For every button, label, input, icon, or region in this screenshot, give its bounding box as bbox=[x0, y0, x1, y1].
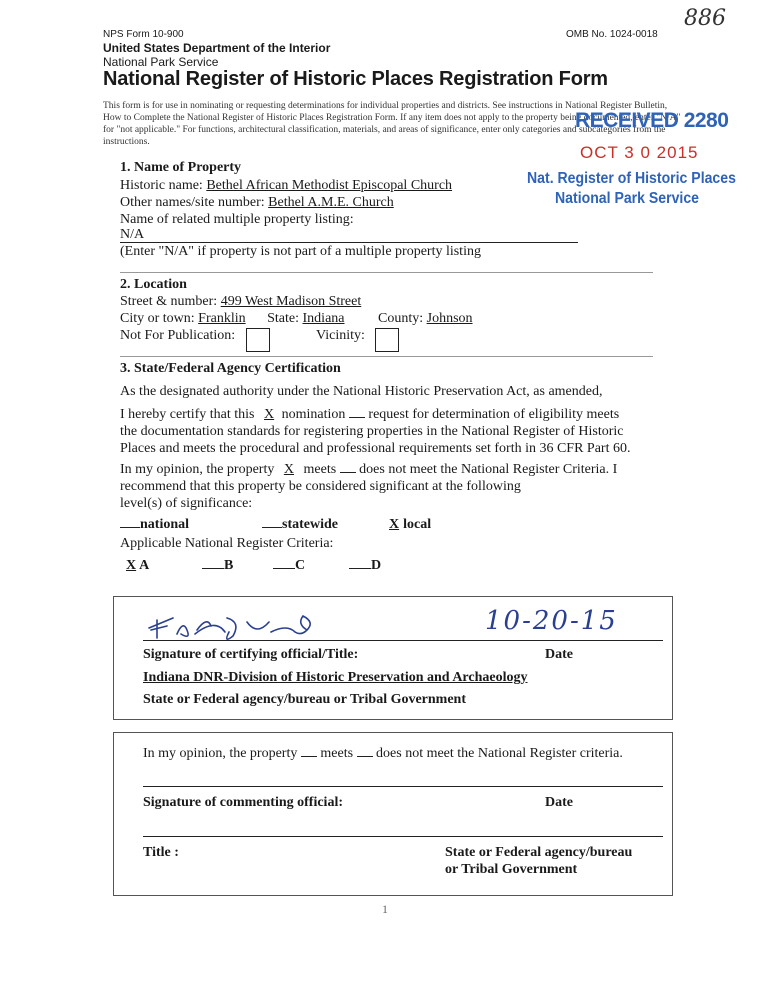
certifying-date-value: 10-20-15 bbox=[485, 606, 618, 636]
opinion-pre: In my opinion, the property bbox=[120, 462, 275, 477]
opinion-line-3: level(s) of significance: bbox=[120, 496, 253, 511]
not-for-publication-checkbox[interactable] bbox=[246, 328, 270, 352]
criteria-d: D bbox=[349, 558, 381, 574]
department-name: United States Department of the Interior bbox=[103, 41, 331, 55]
city-row bbox=[120, 310, 501, 327]
section-2-divider bbox=[120, 356, 653, 357]
state-value: Indiana bbox=[302, 311, 345, 326]
certify-mid: nomination bbox=[281, 407, 346, 422]
opinion-line-2: recommend that this property be considered significant at the following bbox=[120, 479, 521, 494]
section-1-heading: 1. Name of Property bbox=[120, 160, 242, 175]
commenting-title-label: Title : bbox=[143, 845, 179, 860]
certifying-date-label: Date bbox=[545, 647, 573, 662]
other-names-row bbox=[120, 194, 479, 211]
level-national: national bbox=[120, 517, 189, 533]
commenting-opinion-post: does not meet the National Register criteria. bbox=[376, 746, 623, 761]
opinion-meets: meets bbox=[303, 462, 337, 477]
commenting-signature-label: Signature of commenting official: bbox=[143, 795, 343, 810]
commenting-opinion-meets: meets bbox=[320, 746, 354, 761]
street-row bbox=[120, 293, 476, 310]
received-stamp: RECEIVED 2280 bbox=[575, 109, 729, 132]
other-names-label: Other names/site number: bbox=[120, 195, 265, 210]
county-label: County: bbox=[378, 311, 424, 326]
street-value: 499 West Madison Street bbox=[220, 294, 362, 309]
certifying-signature bbox=[143, 604, 373, 642]
certify-line-2: the documentation standards for registering properties in the National Register of Historic bbox=[120, 424, 624, 439]
criteria-c: C bbox=[273, 558, 305, 574]
certify-post: request for determination of eligibility meets bbox=[368, 407, 620, 422]
section-1-divider bbox=[120, 272, 653, 273]
opinion-meets-mark: X bbox=[283, 462, 294, 477]
county-value: Johnson bbox=[426, 311, 473, 326]
certifying-signature-line bbox=[143, 640, 663, 641]
intro-text: This form is for use in nominating or requesting determinations for individual properties and districts. See instructions in National Register Bulletin, How to Complete the National Register of Historic Places Registration Form. If any item does not apply to the property being documented, enter "N/A" for "not applicable." For functions, architectural classification, materials, and areas of significance, enter only categories and subcategories from the instructions. bbox=[103, 101, 681, 147]
nps-stamp: National Park Service bbox=[555, 190, 700, 207]
commenting-title-line bbox=[143, 836, 663, 837]
level-local: X local bbox=[389, 517, 432, 532]
certify-request-blank bbox=[349, 417, 365, 418]
omb-number: OMB No. 1024-0018 bbox=[566, 29, 658, 40]
state-label: State: bbox=[267, 311, 300, 326]
commenting-opinion bbox=[143, 745, 623, 762]
opinion-paragraph bbox=[120, 461, 680, 512]
not-for-publication-label: Not For Publication: bbox=[120, 328, 236, 343]
section-2-heading: 2. Location bbox=[120, 277, 187, 292]
certify-pre: I hereby certify that this bbox=[120, 407, 255, 422]
related-listing-value: N/A bbox=[120, 227, 145, 242]
related-listing-note: (Enter "N/A" if property is not part of a multiple property listing bbox=[120, 244, 481, 259]
city-value: Franklin bbox=[198, 311, 246, 326]
section-3-heading: 3. State/Federal Agency Certification bbox=[120, 361, 341, 376]
form-number: NPS Form 10-900 bbox=[103, 29, 184, 40]
level-statewide: statewide bbox=[262, 517, 338, 533]
handwritten-number: 886 bbox=[684, 6, 726, 31]
service-name: National Park Service bbox=[103, 55, 219, 69]
commenting-agency-label-1: State or Federal agency/bureau bbox=[445, 845, 633, 860]
authority-text: As the designated authority under the National Historic Preservation Act, as amended, bbox=[120, 384, 603, 399]
commenting-signature-line bbox=[143, 786, 663, 787]
opinion-not-meet-blank bbox=[340, 472, 356, 473]
related-listing-label: Name of related multiple property listing: bbox=[120, 212, 354, 227]
commenting-opinion-pre: In my opinion, the property bbox=[143, 746, 298, 761]
opinion-post: does not meet the National Register Criteria. I bbox=[359, 462, 618, 477]
historic-name-value: Bethel African Methodist Episcopal Church bbox=[206, 178, 453, 193]
commenting-agency-label-2: or Tribal Government bbox=[445, 862, 578, 877]
form-title: National Register of Historic Places Registration Form bbox=[103, 68, 608, 90]
criteria-label: Applicable National Register Criteria: bbox=[120, 536, 334, 551]
commenting-not-meet-blank bbox=[357, 756, 373, 757]
historic-name-row bbox=[120, 177, 472, 194]
nat-register-stamp: Nat. Register of Historic Places bbox=[527, 170, 736, 187]
criteria-b: B bbox=[202, 558, 233, 574]
commenting-meets-blank bbox=[301, 756, 317, 757]
certify-line-3: Places and meets the procedural and professional requirements set forth in 36 CFR Part 60. bbox=[120, 441, 631, 456]
certifying-signature-label: Signature of certifying official/Title: bbox=[143, 647, 359, 662]
certifying-agency-value: Indiana DNR-Division of Historic Preservation and Archaeology bbox=[143, 670, 528, 685]
vicinity-label: Vicinity: bbox=[316, 328, 365, 343]
commenting-date-label: Date bbox=[545, 795, 573, 810]
page-number: 1 bbox=[382, 902, 388, 916]
certify-nomination-mark: X bbox=[264, 407, 275, 422]
other-names-value: Bethel A.M.E. Church bbox=[268, 195, 394, 210]
received-date-stamp: OCT 3 0 2015 bbox=[580, 143, 699, 162]
city-label: City or town: bbox=[120, 311, 195, 326]
certifying-agency-label: State or Federal agency/bureau or Tribal Government bbox=[143, 692, 467, 707]
street-label: Street & number: bbox=[120, 294, 218, 309]
criteria-a: X A bbox=[126, 558, 150, 573]
vicinity-checkbox[interactable] bbox=[375, 328, 399, 352]
certify-paragraph bbox=[120, 406, 680, 457]
historic-name-label: Historic name: bbox=[120, 178, 203, 193]
